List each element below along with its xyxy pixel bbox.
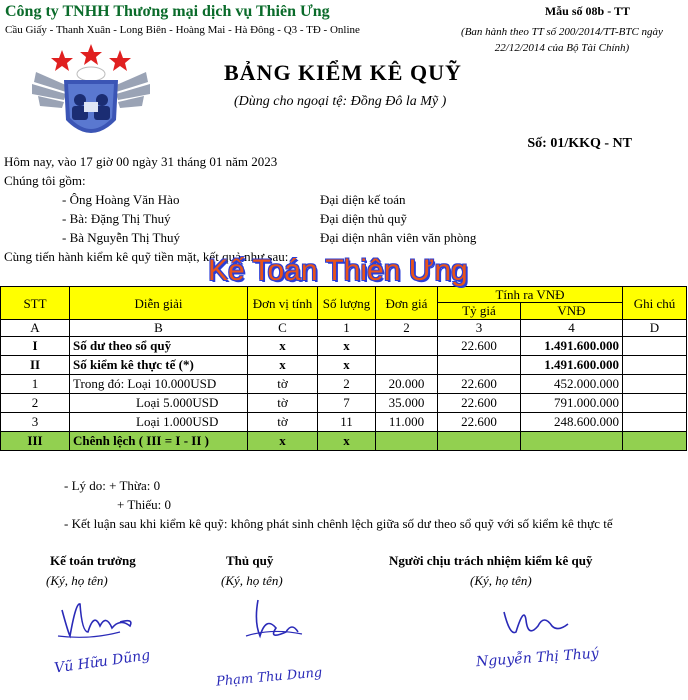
cell-qty: x bbox=[318, 432, 376, 451]
cell-vnd: 248.600.000 bbox=[521, 413, 623, 432]
shortage-line: + Thiếu: 0 bbox=[117, 497, 172, 512]
header-unit: Đơn vị tính bbox=[248, 287, 318, 320]
cell-rate: 22.600 bbox=[438, 375, 521, 394]
cell-stt: 1 bbox=[1, 375, 70, 394]
watermark: Kế Toán Thiên Ưng bbox=[208, 254, 468, 287]
form-code: Mẫu số 08b - TT bbox=[544, 4, 630, 18]
cell-desc: Số kiểm kê thực tế (*) bbox=[70, 356, 248, 375]
cell-note bbox=[623, 413, 687, 432]
cell-rate bbox=[438, 432, 521, 451]
index-cell: 2 bbox=[376, 320, 438, 337]
cell-qty: x bbox=[318, 337, 376, 356]
cell-note bbox=[623, 432, 687, 451]
cell-qty: 2 bbox=[318, 375, 376, 394]
header-vnd: VNĐ bbox=[521, 303, 623, 320]
table-row bbox=[1, 337, 687, 356]
cell-unit: x bbox=[248, 337, 318, 356]
company-address: Cầu Giấy - Thanh Xuân - Long Biên - Hoàng Mai - Hà Đông - Q3 - TĐ - Online bbox=[5, 24, 360, 36]
table-row bbox=[1, 375, 687, 394]
signature-title: Thủ quỹ bbox=[226, 553, 274, 568]
cell-rate: 22.600 bbox=[438, 413, 521, 432]
cell-note bbox=[623, 375, 687, 394]
cell-qty: 7 bbox=[318, 394, 376, 413]
cell-price: 11.000 bbox=[376, 413, 438, 432]
signature-hint: (Ký, họ tên) bbox=[221, 573, 283, 588]
cell-price: 35.000 bbox=[376, 394, 438, 413]
signature-hint: (Ký, họ tên) bbox=[46, 573, 108, 588]
index-row bbox=[1, 320, 687, 337]
cell-unit: tờ bbox=[248, 394, 318, 413]
together-line: Cùng tiến hành kiểm kê quỹ tiền mặt, kết quả như sau: bbox=[4, 249, 289, 264]
index-cell: C bbox=[248, 320, 318, 337]
cell-price bbox=[376, 356, 438, 375]
signature-name: Phạm Thu Dung bbox=[215, 665, 323, 690]
cell-desc: Chênh lệch ( III = I - II ) bbox=[70, 432, 248, 451]
cell-note bbox=[623, 394, 687, 413]
member-role: Đại diện nhân viên văn phòng bbox=[320, 230, 477, 245]
cell-desc: Loại 1.000USD bbox=[70, 413, 248, 432]
cell-unit: x bbox=[248, 432, 318, 451]
cell-vnd: 1.491.600.000 bbox=[521, 356, 623, 375]
signature-name: Vũ Hữu Dũng bbox=[53, 647, 152, 677]
date-line: Hôm nay, vào 17 giờ 00 ngày 31 tháng 01 năm 2023 bbox=[4, 154, 278, 169]
cell-unit: x bbox=[248, 356, 318, 375]
cell-rate: 22.600 bbox=[438, 337, 521, 356]
cell-vnd: 452.000.000 bbox=[521, 375, 623, 394]
member-name: - Bà Nguyễn Thị Thuý bbox=[62, 230, 180, 245]
company-name: Công ty TNHH Thương mại dịch vụ Thiên Ưng bbox=[5, 3, 330, 20]
signature-chief-accountant bbox=[50, 592, 180, 692]
table-header-row bbox=[1, 287, 687, 303]
cell-unit: tờ bbox=[248, 375, 318, 394]
signature-title: Người chịu trách nhiệm kiểm kê quỹ bbox=[389, 553, 593, 568]
cell-note bbox=[623, 337, 687, 356]
signature-title: Kế toán trưởng bbox=[50, 553, 136, 568]
table-row-difference bbox=[1, 432, 687, 451]
table-row bbox=[1, 413, 687, 432]
index-cell: 3 bbox=[438, 320, 521, 337]
cell-note bbox=[623, 356, 687, 375]
cell-desc: Loại 5.000USD bbox=[70, 394, 248, 413]
table-row bbox=[1, 356, 687, 375]
header-stt: STT bbox=[1, 287, 70, 320]
cell-stt: 2 bbox=[1, 394, 70, 413]
page-title: BẢNG KIỂM KÊ QUỸ bbox=[224, 60, 462, 85]
header-price: Đơn giá bbox=[376, 287, 438, 320]
members-label: Chúng tôi gồm: bbox=[4, 173, 86, 188]
signature-hint: (Ký, họ tên) bbox=[470, 573, 532, 588]
header-qty: Số lượng bbox=[318, 287, 376, 320]
table-row bbox=[1, 394, 687, 413]
cell-stt: I bbox=[1, 337, 70, 356]
cell-qty: x bbox=[318, 356, 376, 375]
document-number: Số: 01/KKQ - NT bbox=[527, 136, 632, 151]
cell-stt: 3 bbox=[1, 413, 70, 432]
cell-vnd bbox=[521, 432, 623, 451]
cell-unit: tờ bbox=[248, 413, 318, 432]
member-name: - Ông Hoàng Văn Hào bbox=[62, 192, 180, 207]
cell-price: 20.000 bbox=[376, 375, 438, 394]
cell-stt: II bbox=[1, 356, 70, 375]
cash-count-table bbox=[0, 286, 687, 451]
page-subtitle: (Dùng cho ngoại tệ: Đồng Đô la Mỹ ) bbox=[234, 94, 447, 109]
cell-desc: Số dư theo sổ quỹ bbox=[70, 337, 248, 356]
cell-desc: Trong đó: Loại 10.000USD bbox=[70, 375, 248, 394]
reason-line: - Lý do: + Thừa: 0 bbox=[64, 478, 161, 493]
signature-inventory-responsible bbox=[480, 592, 610, 692]
cell-vnd: 791.000.000 bbox=[521, 394, 623, 413]
cell-rate bbox=[438, 356, 521, 375]
index-cell: D bbox=[623, 320, 687, 337]
cell-rate: 22.600 bbox=[438, 394, 521, 413]
member-role: Đại diện thủ quỹ bbox=[320, 211, 408, 226]
header-rate: Tỷ giá bbox=[438, 303, 521, 320]
header-note: Ghi chú bbox=[623, 287, 687, 320]
index-cell: 4 bbox=[521, 320, 623, 337]
index-cell: A bbox=[1, 320, 70, 337]
member-name: - Bà: Đặng Thị Thuý bbox=[62, 211, 171, 226]
cell-stt: III bbox=[1, 432, 70, 451]
member-role: Đại diện kế toán bbox=[320, 192, 406, 207]
index-cell: 1 bbox=[318, 320, 376, 337]
cell-price bbox=[376, 432, 438, 451]
conclusion-line: - Kết luận sau khi kiểm kê quỹ: không phát sinh chênh lệch giữa số dư theo sổ quỹ với số kiểm kê thực tế bbox=[64, 516, 613, 531]
header-desc: Diễn giải bbox=[70, 287, 248, 320]
header-vnd-group: Tính ra VNĐ bbox=[438, 287, 623, 303]
cell-price bbox=[376, 337, 438, 356]
index-cell: B bbox=[70, 320, 248, 337]
signature-name: Nguyễn Thị Thuý bbox=[475, 645, 600, 671]
form-note: (Ban hành theo TT số 200/2014/TT-BTC ngày 22/12/2014 của Bộ Tài Chính) bbox=[461, 26, 663, 54]
cell-qty: 11 bbox=[318, 413, 376, 432]
company-logo bbox=[28, 42, 154, 152]
cell-vnd: 1.491.600.000 bbox=[521, 337, 623, 356]
